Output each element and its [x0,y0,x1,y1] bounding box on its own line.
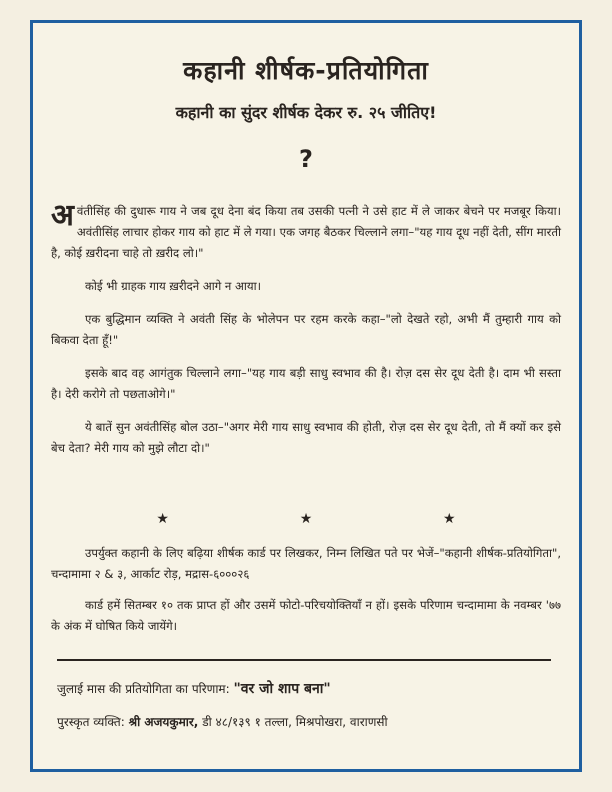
story-paragraph-5: ये बातें सुन अवंतीसिंह बोल उठा–"अगर मेरी गाय साधु स्वभाव की होती, रोज़ दस सेर दूध देती, तो मैं क्यों कर इसे बेच देता? मेरी गाय को मुझे लौटा दो।" [51,420,561,455]
star-icon: ★ [299,511,313,527]
story-paragraph-1-text: वंतीसिंह की दुधारू गाय ने जब दूध देना बंद किया तब उसकी पत्नी ने उसे हाट में ले जाकर बेचने पर मजबूर किया। अवंतीसिंह लाचार होकर गाय को हाट में ले गया। एक जगह बैठकर चिल्लाने लगा–"यह गाय दूध नहीं देती, सींग मारती है, कोई ख़रीदना चाहे तो ख़रीद लो।" [51,204,561,260]
story-paragraph-2: कोई भी ग्राहक गाय ख़रीदने आगे न आया। [85,279,262,293]
contest-notice [51,543,561,647]
story-paragraph-1 [51,198,561,264]
result-story-title: "वर जो शाप बना" [233,681,331,697]
winner-line [57,713,557,730]
drop-cap: अ [51,198,74,233]
story-body [51,198,561,471]
divider-line [57,659,551,661]
story-paragraph-4: इसके बाद वह आगंतुक चिल्लाने लगा–"यह गाय बड़ी साधु स्वभाव की है। रोज़ दस सेर दूध देती है। दाम भी सस्ता है। देरी करोगे तो पछताओगे।" [51,366,561,401]
page-title: कहानी शीर्षक-प्रतियोगिता [183,56,429,85]
star-divider [33,511,579,527]
story-paragraph-3: एक बुद्धिमान व्यक्ति ने अवंती सिंह के भोलेपन पर रहम करके कहा–"लो देखते रहो, अभी मैं तुम्हारी गाय को बिकवा देता हूँ!" [51,312,561,347]
result-label: जुलाई मास की प्रतियोगिता का परिणाम: [57,682,230,696]
question-mark: ? [299,145,313,173]
notice-paragraph-1: उपर्युक्त कहानी के लिए बढ़िया शीर्षक कार्ड पर लिखकर, निम्न लिखित पते पर भेजें–"कहानी शीर्षक-प्रतियोगिता", चन्दामामा २ & ३, आर्काट रोड़, मद्रास-६०००२६ [51,546,561,581]
star-icon: ★ [156,511,169,527]
winner-name: श्री अजयकुमार, [128,715,199,729]
winner-label: पुरस्कृत व्यक्ति: [57,715,125,729]
star-icon: ★ [443,511,456,527]
result-line [57,679,557,698]
notice-paragraph-2: कार्ड हमें सितम्बर १० तक प्राप्त हों और उसमें फोटो-परिचयोक्तियाँ न हों। इसके परिणाम चन्दामामा के नवम्बर '७७ के अंक में घोषित किये जायेंगे। [51,598,561,633]
content-frame [30,20,582,772]
page-subtitle: कहानी का सुंदर शीर्षक देकर रु. २५ जीतिए! [175,103,437,122]
winner-address: डी ४८/१३९ १ तल्ला, मिश्रपोखरा, वाराणसी [202,715,388,729]
